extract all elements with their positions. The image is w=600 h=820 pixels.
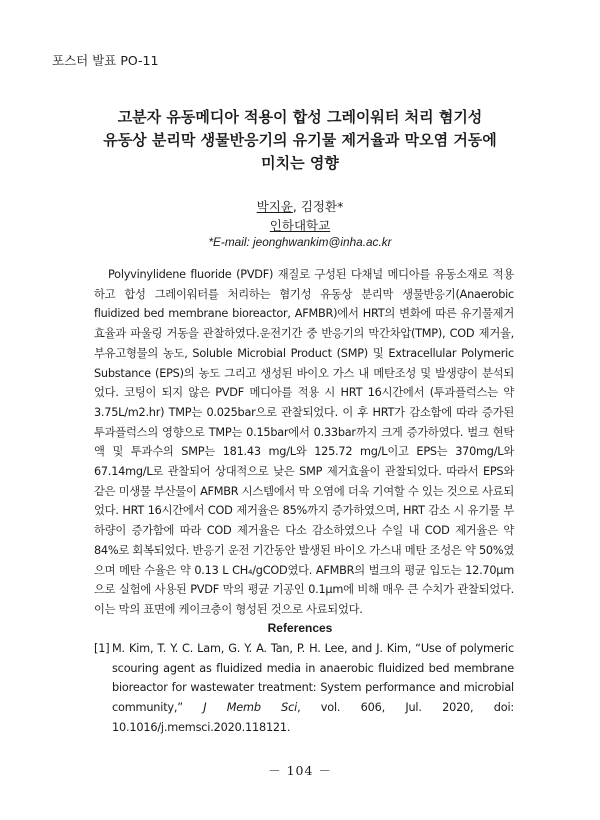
references-heading: References — [267, 621, 333, 635]
reference-item — [94, 639, 514, 738]
reference-details: , vol. 606, Jul. 2020, doi: 10.1016/j.memsci.2020.118121. — [112, 701, 514, 734]
paper-title — [60, 106, 540, 175]
title-line: 유동상 분리막 생물반응기의 유기물 제거율과 막오염 거동에 — [103, 131, 497, 149]
abstract — [94, 265, 514, 620]
affiliation-text: 인하대학교 — [269, 218, 331, 233]
reference-journal: J Memb Sci — [203, 701, 298, 715]
presenter-name: 박지윤 — [256, 199, 293, 214]
reference-number: [1] — [94, 642, 110, 655]
contact-email: *E-mail: jeonghwankim@inha.ac.kr — [208, 235, 392, 249]
abstract-paragraph: Polyvinylidene fluoride (PVDF) 재질로 구성된 다채널 메디아를 유동소재로 적용하고 합성 그레이워터를 처리하는 혐기성 유동상 분리막 생물반응기(Anaerobic fluidized bed membrane bioreactor, AFMBR)에서 HRT의 변화에 따른 유기물제거 효율과 파울링 거동을 관찰하였다.운전기간 중 반응기의 막간차압(TMP), COD 제거율, 부유고형물의 농도, Soluble Microbial Product (SMP) 및 Extracellular Polymeric Substance (EPS)의 농도 그리고 생성된 바이오 가스 내 메탄조성 및 발생량이 분석되었다. 코팅이 되지 않은 PVDF 메디아를 적용 시 HRT 16시간에서 (투과플럭스는 약 3.75L/m2.hr) TMP는 0.025bar으로 관찰되었다. 이 후 HRT가 감소함에 따라 증가된 투과플럭스의 영향으로 TMP는 0.15bar에서 0.33bar까지 크게 증가하였다. 벌크 현탁액 및 투과수의 SMP는 181.43 mg/L와 125.72 mg/L이고 EPS는 370mg/L와 67.14mg/L로 관찰되어 상대적으로 낮은 SMP 제거효율이 관찰되었다. 따라서 EPS와 같은 미생물 부산물이 AFMBR 시스템에서 막 오염에 더욱 기여할 수 있는 것으로 사료되었다. HRT 16시간에서 COD 제거율은 85%까지 증가하였으며, HRT 감소 시 유기물 부하량이 증가함에 따라 COD 제거율은 다소 감소하였으나 수일 내 COD 제거율은 약 84%로 회복되었다. 반응기 운전 기간동안 발생된 바이오 가스내 메탄 조성은 약 50%였으며 메탄 수율은 약 0.13 L CH₄/gCOD였다. AFMBR의 벌크의 평균 입도는 12.70μm으로 실험에 사용된 PVDF 막의 평균 기공인 0.1μm에 비해 매우 큰 수치가 관찰되었다. 이는 막의 표면에 케이크층이 형성된 것으로 사료되었다. — [94, 268, 514, 616]
session-label: 포스터 발표 PO-11 — [52, 53, 159, 68]
author-list — [0, 197, 600, 215]
title-line: 미치는 영향 — [261, 154, 339, 172]
reference-body — [112, 639, 514, 738]
page-number: － 104 － — [268, 763, 332, 778]
reference-text: M. Kim, T. Y. C. Lam, G. Y. A. Tan, P. H. Lee, and J. Kim, “Use of polymeric scouring agent as fluidized media in anaerobic fluidized bed membrane bioreactor for wastewater treatment: System performance and microbial community,” — [112, 642, 514, 715]
author-separator: , — [292, 199, 301, 214]
coauthor-name: 김정환* — [300, 199, 344, 214]
title-line: 고분자 유동메디아 적용이 합성 그레이워터 처리 혐기성 — [117, 108, 483, 126]
affiliation — [0, 216, 600, 234]
